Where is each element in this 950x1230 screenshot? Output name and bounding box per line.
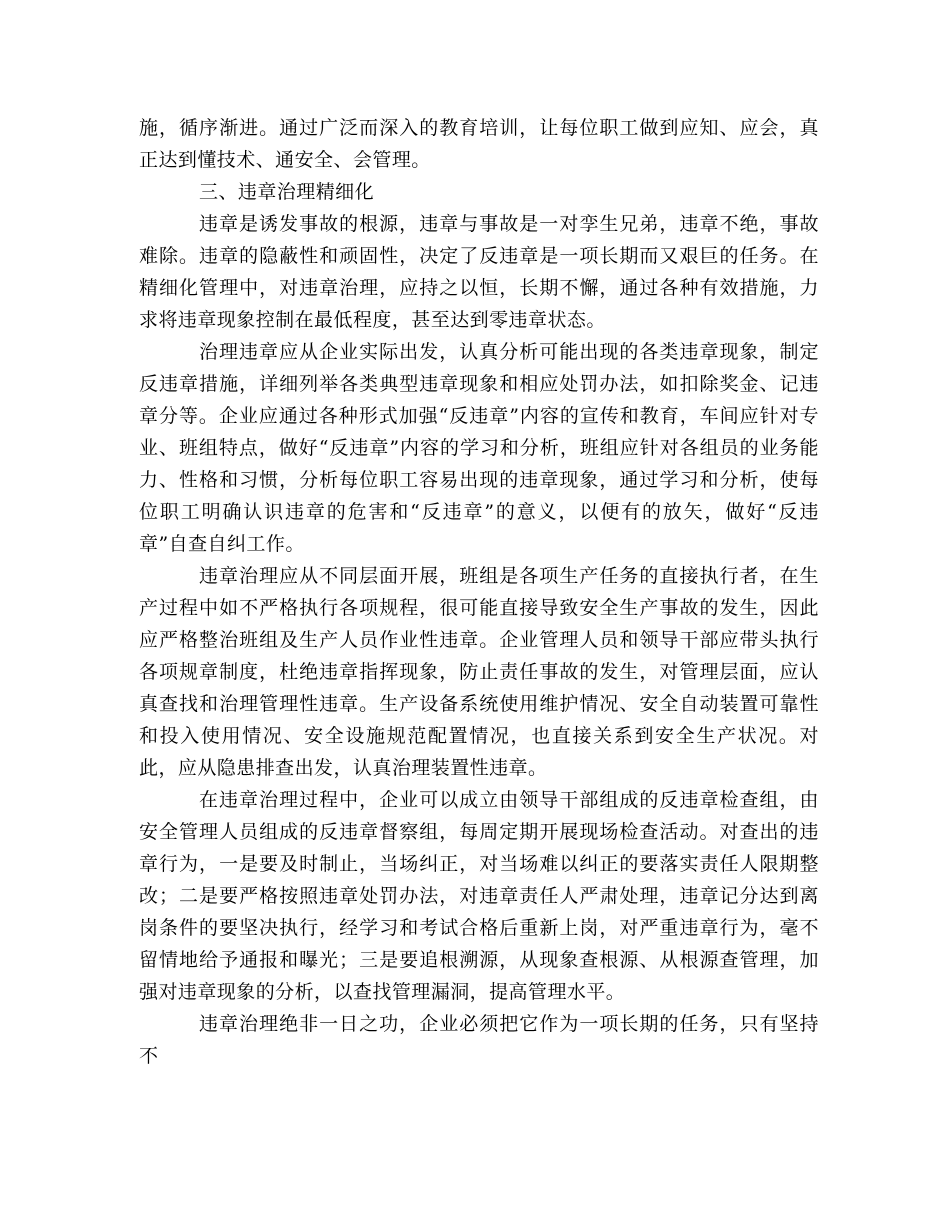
paragraph: 违章治理应从不同层面开展，班组是各项生产任务的直接执行者，在生产过程中如不严格执行各项规程，很可能直接导致安全生产事故的发生，因此应严格整治班组及生产人员作业性违章。企业管理人员和领导干部应带头执行各项规章制度，杜绝违章指挥现象，防止责任事故的发生，对管理层面，应认真查找和治理管理性违章。生产设备系统使用维护情况、安全自动装置可靠性和投入使用情况、安全设施规范配置情况，也直接关系到安全生产状况。对此，应从隐患排查出发，认真治理装置性违章。	[139, 565, 819, 779]
section-heading: 三、违章治理精细化	[199, 181, 375, 203]
document-page	[139, 112, 819, 1072]
paragraph: 治理违章应从企业实际出发，认真分析可能出现的各类违章现象，制定反违章措施，详细列举各类典型违章现象和相应处罚办法，如扣除奖金、记违章分等。企业应通过各种形式加强“反违章”内容的宣传和教育，车间应针对专业、班组特点，做好“反违章”内容的学习和分析，班组应针对各组员的业务能力、性格和习惯，分析每位职工容易出现的违章现象，通过学习和分析，使每位职工明确认识违章的危害和“反违章”的意义，以便有的放矢，做好“反违章”自查自纠工作。	[139, 341, 819, 555]
paragraph: 在违章治理过程中，企业可以成立由领导干部组成的反违章检查组，由安全管理人员组成的反违章督察组，每周定期开展现场检查活动。对查出的违章行为，一是要及时制止，当场纠正，对当场难以纠正的要落实责任人限期整改；二是要严格按照违章处罚办法，对违章责任人严肃处理，违章记分达到离岗条件的要坚决执行，经学习和考试合格后重新上岗，对严重违章行为，毫不留情地给予通报和曝光；三是要追根溯源，从现象查根源、从根源查管理，加强对违章现象的分析，以查找管理漏洞，提高管理水平。	[139, 789, 819, 1003]
paragraph-truncated: 违章治理绝非一日之功，企业必须把它作为一项长期的任务，只有坚持不	[139, 1013, 819, 1067]
paragraph: 违章是诱发事故的根源，违章与事故是一对孪生兄弟，违章不绝，事故难除。违章的隐蔽性和顽固性，决定了反违章是一项长期而又艰巨的任务。在精细化管理中，对违章治理，应持之以恒，长期不懈，通过各种有效措施，力求将违章现象控制在最低程度，甚至达到零违章状态。	[139, 213, 819, 331]
paragraph-continuation: 施，循序渐进。通过广泛而深入的教育培训，让每位职工做到应知、应会，真正达到懂技术、通安全、会管理。	[139, 117, 819, 171]
